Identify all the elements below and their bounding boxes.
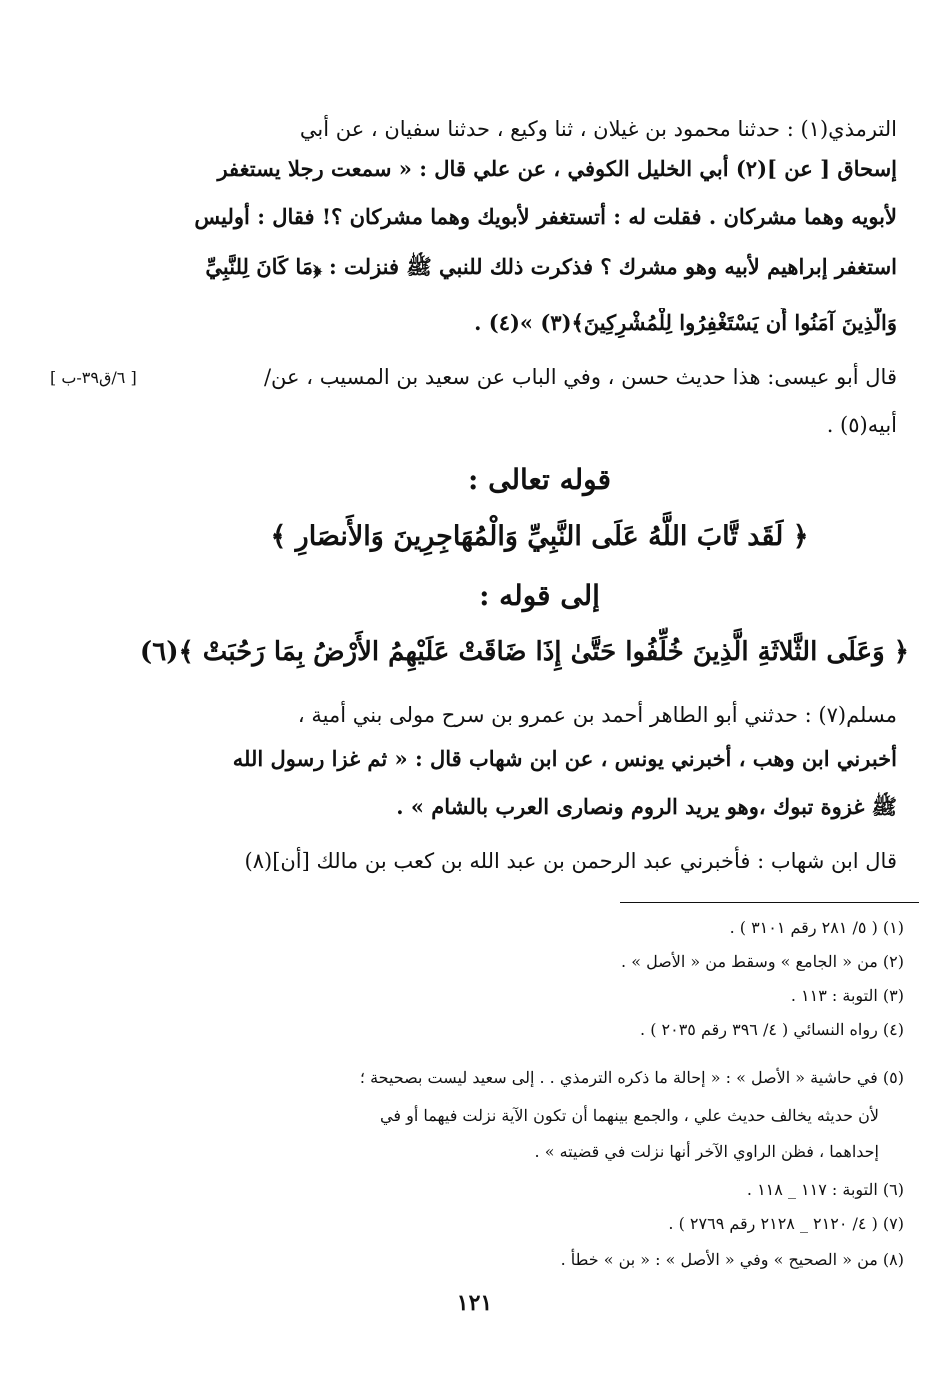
text-line: مسلم(٧) : حدثني أبو الطاهر أحمد بن عمرو بن سرح مولى بني أمية ، (297, 703, 897, 727)
verse-heading: ﴿ لَقَد تَّابَ اللَّهُ عَلَى النَّبِيِّ وَالْمُهَاجِرِينَ وَالأَنصَارِ ﴾ (270, 521, 809, 552)
text-line: وَالَّذِينَ آمَنُوا أَن يَسْتَغْفِرُوا لِلْمُشْرِكِينَ﴾(٣) »(٤) . (474, 310, 897, 335)
footnote: (٦) التوبة : ١١٧ _ ١١٨ . (746, 1180, 904, 1199)
text-line: لأبويه وهما مشركان . فقلت له : أتستغفر لأبويك وهما مشركان ؟! فقال : أوليس (194, 204, 897, 229)
footnote: (٨) من « الصحيح » وفي « الأصل » : « بن » خطأ . (560, 1250, 904, 1269)
text-line: أخبرني ابن وهب ، أخبرني يونس ، عن ابن شهاب قال : « ثم غزا رسول الله (232, 746, 897, 771)
page-number: ١٢١ (456, 1290, 493, 1316)
section-heading: إلى قوله : (479, 579, 600, 612)
manuscript-folio-note: [ ٦/ق٣٩-ب ] (50, 368, 137, 387)
footnote: (٢) من « الجامع » وسقط من « الأصل » . (621, 952, 904, 971)
text-line: استغفر إبراهيم لأبيه وهو مشرك ؟ فذكرت ذلك للنبي ﷺ فنزلت : ﴿مَا كَانَ لِلنَّبِيِّ (205, 254, 897, 279)
footnote-continuation: لأن حديثه يخالف حديث علي ، والجمع بينهما أن تكون الآية نزلت فيهما أو في (380, 1106, 879, 1125)
footnote-continuation: إحداهما ، فظن الراوي الآخر أنها نزلت في قضيته » . (534, 1142, 879, 1161)
verse-heading: ﴿ وَعَلَى الثَّلاثَةِ الَّذِينَ خُلِّفُوا حَتَّىٰ إِذَا ضَاقَتْ عَلَيْهِمُ الأَرْضُ بِمَا رَحُبَتْ ﴾(٦) (139, 637, 909, 667)
text-line: إسحاق [ عن ](٢) أبي الخليل الكوفي ، عن علي قال : « سمعت رجلا يستغفر (217, 156, 897, 181)
footnote: (٣) التوبة : ١١٣ . (790, 986, 904, 1005)
text-line: ﷺ غزوة تبوك ،وهو يريد الروم ونصارى العرب بالشام » . (396, 794, 897, 819)
footnote-divider (620, 902, 919, 903)
text-line: أبيه(٥) . (826, 413, 897, 437)
text-line: قال ابن شهاب : فأخبرني عبد الرحمن بن عبد الله بن كعب بن مالك [أن](٨) (244, 849, 897, 873)
section-heading: قوله تعالى : (468, 463, 611, 496)
text-line: قال أبو عيسى: هذا حديث حسن ، وفي الباب عن سعيد بن المسيب ، عن/ (263, 365, 897, 389)
text-line: الترمذي(١) : حدثنا محمود بن غيلان ، ثنا وكيع ، حدثنا سفيان ، عن أبي (299, 117, 897, 141)
footnote: (٧) ( ٤/ ٢١٢٠ _ ٢١٢٨ رقم ٢٧٦٩ ) . (668, 1214, 904, 1233)
footnote: (٤) رواه النسائي ( ٤/ ٣٩٦ رقم ٢٠٣٥ ) . (640, 1020, 904, 1039)
footnote: (١) ( ٥/ ٢٨١ رقم ٣١٠١ ) . (729, 918, 904, 937)
footnote: (٥) في حاشية « الأصل » : « إحالة ما ذكره الترمذي . . إلى سعيد ليست بصحيحة ؛ (359, 1068, 904, 1087)
